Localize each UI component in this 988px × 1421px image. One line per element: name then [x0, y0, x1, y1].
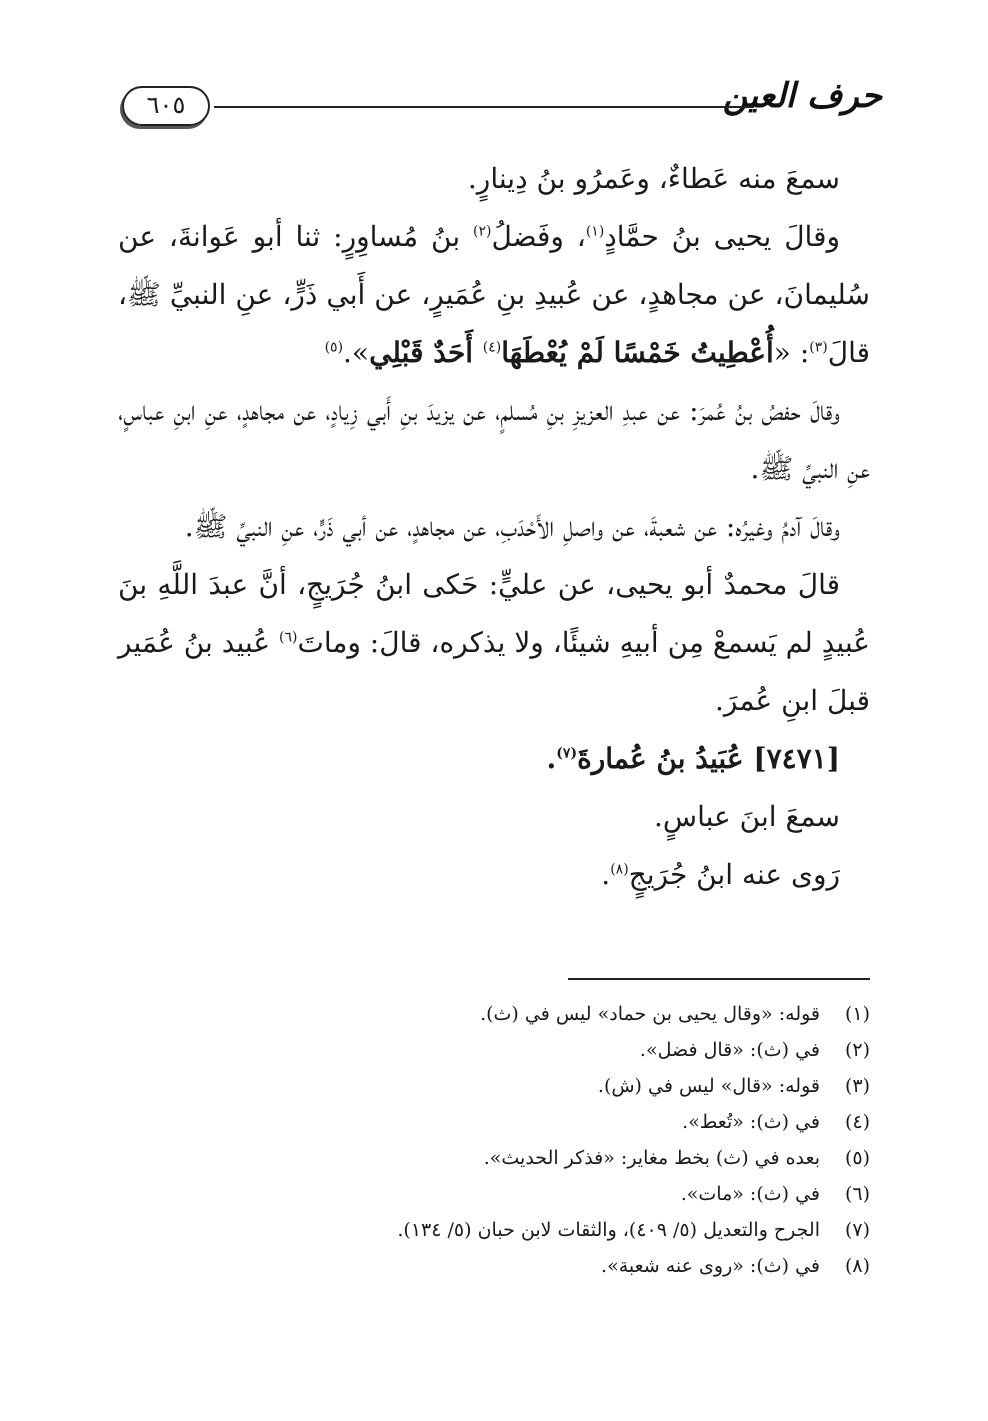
- paragraph-7: رَوى عنه ابنُ جُرَيجٍ$^{(٨)}$.: [601, 858, 840, 891]
- entry-number: [٧٤٧١]: [753, 742, 840, 775]
- entry-heading: [٧٤٧١] عُبَيدُ بنُ عُمارةَ$^{(٧)}$.: [546, 742, 840, 775]
- footnote-item: (١) قوله: «وقال يحيى بن حماد» ليس في (ث).: [480, 1003, 870, 1025]
- paragraph-5: قالَ محمدٌ أبو يحيى، عن عليٍّ: حَكى ابنُ جُرَيجٍ، أنَّ عبدَ اللَّهِ بنَ عُبيدٍ لم يَسمعْ مِن أبيهِ شيئًا، ولا يذكره، قالَ: وماتَ$^{(٦)}$ عُبيد بنُ عُمَير قبلَ ابنِ عُمرَ.: [118, 568, 871, 717]
- hadith-text: أُعْطِيتُ خَمْسًا لَمْ يُعْطَهَا: [501, 336, 774, 369]
- footnote-ref-5[interactable]: (٥): [324, 339, 344, 356]
- footnote-ref-6[interactable]: (٦): [279, 629, 298, 646]
- paragraph-1: سمعَ منه عَطاءٌ، وعَمرُو بنُ دِينارٍ.: [467, 162, 840, 195]
- hadith-text-end: أَحَدٌ قَبْلِي: [369, 336, 483, 369]
- footnotes: [118, 996, 870, 1284]
- footnote-item: (٣) قوله: «قال» ليس في (ش).: [597, 1075, 870, 1097]
- footnote-ref-3[interactable]: (٣): [809, 339, 828, 356]
- footnote-item: (٢) في (ث): «قال فضل».: [639, 1039, 870, 1061]
- footnote-ref-8[interactable]: (٨): [610, 861, 629, 878]
- page-header: [122, 72, 882, 132]
- footnote-ref-4[interactable]: (٤): [482, 339, 502, 356]
- footnote-ref-2[interactable]: (٢): [473, 223, 492, 240]
- footnote-item: (٥) بعده في (ث) بخط مغاير: «فذكر الحديث».: [483, 1147, 870, 1169]
- paragraph-4: وقالَ آدمُ وغيرُه: عن شعبةَ، عن واصلِ الأَحْدَبِ، عن مجاهدٍ، عن أبي ذَرٍّ، عنِ النبيِّ ﷺ.: [184, 510, 840, 543]
- footnote-ref-7[interactable]: (٧): [556, 745, 578, 762]
- header-rule: [214, 106, 754, 108]
- footnote-item: (٧) الجرح والتعديل (٥/ ٤٠٩)، والثقات لابن حبان (٥/ ١٣٤).: [397, 1219, 870, 1241]
- footnote-item: (٤) في (ث): «تُعط».: [682, 1111, 870, 1133]
- entry-name: عُبَيدُ بنُ عُمارةَ: [577, 742, 754, 775]
- footnote-ref-1[interactable]: (١): [585, 223, 605, 240]
- paragraph-3: وقالَ حفصُ بنُ عُمرَ: عن عبدِ العزيزِ بنِ مُسلمٍ، عن يزيدَ بنِ أَبي زِيادٍ، عن مجاهدٍ، عنِ ابنِ عباسٍ، عنِ النبيِّ ﷺ.: [118, 394, 870, 485]
- paragraph-2: وقالَ يحيى بنُ حمَّادٍ$^{(١)}$، وفَضلُ$^{(٢)}$ بنُ مُساوِرٍ: ثنا أبو عَوانةَ، عن سُليمانَ، عن مجاهدٍ، عن عُبيدِ بنِ عُمَيرٍ، عن أَبي ذَرٍّ، عنِ النبيِّ ﷺ، قالَ$^{(٣)}$: «أُعْطِيتُ خَمْسًا لَمْ يُعْطَهَا$^{(٤)}$ أَحَدٌ قَبْلِي».$^{(٥)}$: [118, 220, 870, 369]
- paragraph-6: سمعَ ابنَ عباسٍ.: [653, 800, 840, 833]
- footnote-item: (٨) في (ث): «روى عنه شعبة».: [601, 1255, 870, 1277]
- footnote-separator: [568, 978, 870, 980]
- main-text: [118, 150, 870, 904]
- page-number: ٦٠٥: [122, 86, 210, 126]
- footnote-item: (٦) في (ث): «مات».: [680, 1183, 870, 1205]
- running-title: حرف العين: [722, 76, 882, 116]
